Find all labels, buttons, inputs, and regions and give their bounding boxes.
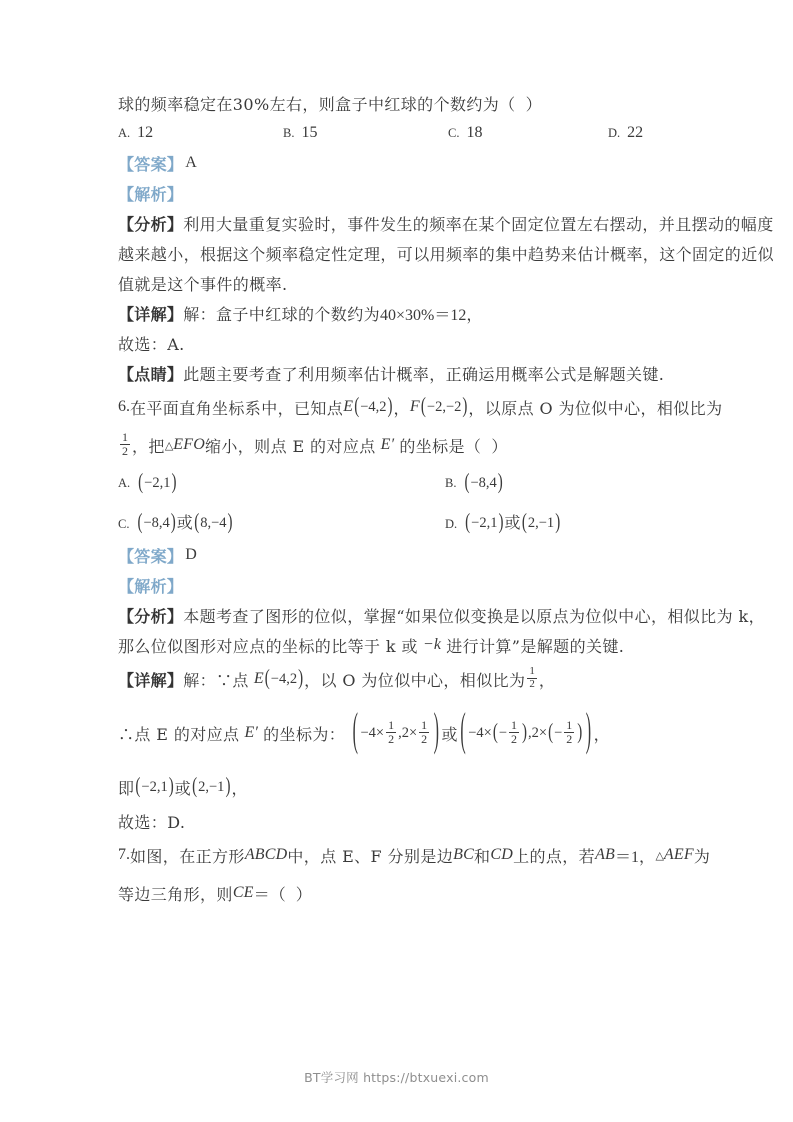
q7-blank-open: （ bbox=[269, 886, 286, 904]
q5-option-c-text: 18 bbox=[466, 124, 483, 141]
q6-option-c-coords-1-value: −8,4 bbox=[143, 515, 170, 532]
q5-answer-value: A bbox=[185, 154, 197, 171]
footer-site-name: BT学习网 bbox=[304, 1070, 359, 1085]
q6-f-coords: ( −2,−2 ) bbox=[420, 394, 468, 418]
q5-stem-close: ） bbox=[525, 94, 542, 114]
q5-insight-text: 此题主要考查了利用频率估计概率，正确运用概率公式是解题关键. bbox=[183, 364, 665, 384]
q5-analysis-line-3 bbox=[118, 268, 678, 298]
q6-result-comma-2: ,2× bbox=[528, 724, 548, 741]
q6-detail-tag: 【详解】 bbox=[118, 670, 184, 690]
q6-result-f1-num: 1 bbox=[388, 718, 395, 733]
q5-option-a[interactable] bbox=[118, 124, 283, 142]
q6-stem-part2: ，以原点 O 为位似中心，相似比为 bbox=[468, 398, 723, 418]
q6-option-c-coords-1: ( −8,4 ) bbox=[137, 511, 176, 535]
q6-stem-part5: 的坐标是（ bbox=[399, 436, 482, 456]
q5-options bbox=[118, 118, 678, 148]
q5-stem-tail bbox=[118, 88, 678, 118]
q6-detail-end: ， bbox=[538, 670, 556, 690]
q6-stem-close: ） bbox=[491, 436, 508, 456]
q5-analysis-text-3: 值就是这个事件的概率. bbox=[118, 274, 288, 294]
q6-options-row-2 bbox=[118, 502, 678, 540]
q6-conclusion: 故选：D. bbox=[118, 812, 186, 832]
q6-explain-row bbox=[118, 570, 678, 600]
q6-result-e-prime: E′ bbox=[244, 724, 259, 741]
q6-option-c-coords-2-value: 8,−4 bbox=[200, 515, 227, 532]
q6-number: 6. bbox=[118, 398, 130, 415]
q5-conclusion: 故选：A. bbox=[118, 334, 185, 354]
q5-detail-prefix: 解：盒子中红球的个数约为 bbox=[183, 304, 381, 324]
q6-point-e-prime: E′ bbox=[380, 436, 395, 453]
q6-option-c[interactable] bbox=[118, 510, 445, 533]
q6-result-f3-sign: − bbox=[498, 724, 508, 741]
q6-result-f2-num: 1 bbox=[421, 718, 428, 733]
q6-result-f4-num: 1 bbox=[566, 718, 573, 733]
q5-option-a-text: 12 bbox=[137, 124, 154, 141]
q5-option-d[interactable] bbox=[608, 124, 678, 142]
q7-stem-line-1 bbox=[118, 836, 711, 874]
q6-option-d-coords-2: ( 2,−1 ) bbox=[521, 511, 561, 535]
q7-line2-a: 等边三角形，则 bbox=[118, 884, 233, 904]
q6-final-c1: −2,1 bbox=[141, 778, 168, 795]
q6-stem-part1: 在平面直角坐标系中，已知点 bbox=[130, 398, 344, 418]
q6-detail-ratio-denominator: 2 bbox=[529, 678, 535, 690]
q6-result-m2: −4× bbox=[468, 724, 492, 741]
q6-stem-line-2 bbox=[118, 426, 678, 464]
q6-analysis-text-1: 本题考查了图形的位似，掌握“如果位似变换是以原点为位似中心，相似比为 k， bbox=[183, 606, 765, 626]
q7-triangle-aef: AEF bbox=[663, 846, 694, 863]
q6-result-f2-den: 2 bbox=[421, 732, 428, 746]
q6-result-row bbox=[118, 706, 678, 757]
q7-line1-e: ， bbox=[639, 846, 656, 866]
q6-analysis-text-2b: 进行计算”是解题的关键. bbox=[446, 636, 625, 656]
q6-result-prefix: ∴点 E 的对应点 bbox=[118, 724, 240, 744]
q5-detail-suffix: ， bbox=[466, 304, 483, 324]
q6-result-fraction-4 bbox=[564, 719, 574, 745]
q6-stem-part3: ，把 bbox=[132, 436, 165, 456]
q6-option-b-label: B. bbox=[445, 476, 457, 490]
q6-stem-line-1 bbox=[118, 388, 723, 426]
q6-answer-row bbox=[118, 540, 678, 570]
q6-detail-ratio-fraction bbox=[527, 666, 537, 690]
q5-insight-row bbox=[118, 358, 678, 388]
q5-option-d-label: D. bbox=[608, 126, 621, 140]
q5-answer-row bbox=[118, 148, 678, 178]
q7-line1-eq: ＝1 bbox=[615, 848, 640, 866]
q6-analysis-neg-k: −k bbox=[422, 636, 442, 653]
q6-option-c-coords-2: ( 8,−4 ) bbox=[194, 511, 233, 535]
q6-option-a[interactable] bbox=[118, 471, 445, 495]
q6-result-f3-den: 2 bbox=[511, 732, 518, 746]
q5-detail-math: 40×30%＝12 bbox=[380, 306, 467, 324]
q5-analysis-text-1: 利用大量重复实验时，事件发生的频率在某个固定位置左右摆动，并且摆动的幅度 bbox=[183, 214, 774, 234]
q6-option-d-coords-1: ( −2,1 ) bbox=[465, 511, 504, 535]
q6-f-coords-value: −2,−2 bbox=[426, 398, 462, 415]
q7-line1-a: 如图，在正方形 bbox=[130, 846, 245, 866]
q6-e-coords-value: −4,2 bbox=[360, 398, 387, 415]
q6-result-f3-num: 1 bbox=[511, 718, 518, 733]
q7-stem-line-2 bbox=[118, 874, 678, 912]
q5-option-b-text: 15 bbox=[301, 124, 318, 141]
q6-stem-comma: ， bbox=[393, 398, 410, 418]
q6-ratio-numerator: 1 bbox=[122, 430, 128, 445]
q6-final-prefix: 即 bbox=[118, 778, 135, 798]
q6-option-c-label: C. bbox=[118, 516, 130, 531]
triangle-icon-2: △ bbox=[655, 848, 664, 862]
q6-final-coords-1: ( −2,1 ) bbox=[135, 774, 174, 798]
q6-option-d[interactable] bbox=[445, 510, 675, 533]
q6-detail-ratio-numerator: 1 bbox=[529, 665, 535, 678]
q6-e-coords: ( −4,2 ) bbox=[354, 394, 393, 418]
q6-final-row bbox=[118, 768, 678, 806]
q6-result-fraction-1 bbox=[386, 719, 396, 745]
footer-watermark bbox=[0, 1068, 793, 1086]
triangle-icon: △ bbox=[164, 438, 174, 452]
q6-option-b-coords: ( −8,4 ) bbox=[464, 471, 503, 495]
q6-result-inner-2: ( − $\frac{1}{2}$ ) bbox=[548, 718, 583, 746]
q5-detail-tag: 【详解】 bbox=[118, 304, 184, 324]
q6-answer-value: D bbox=[185, 546, 197, 563]
q6-option-d-label: D. bbox=[445, 516, 458, 531]
q6-result-tail: ， bbox=[593, 724, 610, 744]
q6-detail-mid: ，以 O 为位似中心，相似比为 bbox=[304, 670, 526, 690]
q6-option-a-coords: ( −2,1 ) bbox=[138, 471, 177, 495]
q7-line2-eq: ＝ bbox=[253, 886, 270, 904]
q6-final-joiner: 或 bbox=[174, 778, 192, 798]
q6-result-f4-sign: − bbox=[554, 724, 563, 741]
q7-line1-d: 上的点，若 bbox=[513, 846, 596, 866]
q6-option-d-coords-2-value: 2,−1 bbox=[527, 515, 555, 532]
q5-option-c-label: C. bbox=[448, 126, 460, 140]
q6-result-group-2: ( −4× ( − $\frac{1}{2}$ ) ,2× ( − $\frac{1}{2}$ ) ) bbox=[460, 706, 592, 757]
q6-point-f: F bbox=[409, 398, 420, 415]
q6-detail-point-e: E bbox=[253, 670, 264, 687]
q5-option-b-label: B. bbox=[283, 126, 295, 140]
q6-option-d-joiner: 或 bbox=[504, 512, 521, 532]
q7-segment-ce: CE bbox=[232, 884, 254, 901]
q6-explain-tag: 【解析】 bbox=[118, 576, 184, 596]
q6-option-c-joiner: 或 bbox=[176, 512, 194, 532]
q6-analysis-tag: 【分析】 bbox=[118, 606, 184, 626]
q6-result-fraction-2 bbox=[419, 719, 429, 745]
q6-result-fraction-3 bbox=[509, 719, 519, 745]
q5-option-a-label: A. bbox=[118, 126, 131, 140]
q7-segment-ab: AB bbox=[595, 846, 616, 863]
q5-insight-tag: 【点睛】 bbox=[118, 364, 184, 384]
q6-result-mid: 的坐标为： bbox=[263, 724, 346, 744]
q5-explain-row bbox=[118, 178, 678, 208]
q6-final-c2: 2,−1 bbox=[198, 778, 225, 795]
q6-option-b-coords-value: −8,4 bbox=[470, 474, 497, 491]
q6-stem-part4: 缩小，则点 E 的对应点 bbox=[204, 436, 376, 456]
footer-url: https://btxuexi.com bbox=[363, 1070, 489, 1085]
q6-final-tail: ， bbox=[231, 778, 248, 798]
q6-option-a-label: A. bbox=[118, 476, 131, 490]
q6-detail-row bbox=[118, 660, 678, 698]
q5-option-d-text: 22 bbox=[627, 124, 644, 141]
q6-triangle-name: EFO bbox=[173, 436, 205, 453]
q6-answer-tag: 【答案】 bbox=[118, 546, 184, 566]
q5-option-c[interactable] bbox=[448, 124, 608, 142]
q6-analysis-line-2 bbox=[118, 630, 678, 660]
q6-point-e: E bbox=[343, 398, 354, 415]
q6-options-row-1 bbox=[118, 464, 678, 502]
q6-result-f1-den: 2 bbox=[388, 732, 395, 746]
q6-analysis-text-2a: 那么位似图形对应点的坐标的比等于 k 或 bbox=[118, 636, 418, 656]
q5-stem-text: 球的频率稳定在30%左右，则盒子中红球的个数约为（ bbox=[118, 94, 516, 114]
q7-segment-bc: BC bbox=[453, 846, 475, 863]
q7-line1-f: 为 bbox=[693, 846, 711, 866]
q7-square-abcd: ABCD bbox=[244, 846, 288, 863]
q7-segment-cd: CD bbox=[490, 846, 514, 863]
q5-conclusion-row bbox=[118, 328, 678, 358]
q6-result-group-1: ( −4× $\frac{1}{2}$ ,2× $\frac{1}{2}$ ) bbox=[352, 706, 439, 757]
q7-line1-c: 和 bbox=[474, 846, 491, 866]
q5-analysis-line-1 bbox=[118, 208, 774, 238]
q6-ratio-fraction bbox=[120, 431, 130, 457]
q5-explain-tag: 【解析】 bbox=[118, 184, 184, 204]
q6-ratio-denominator: 2 bbox=[122, 444, 128, 458]
q6-conclusion-row bbox=[118, 806, 678, 836]
q6-detail-e-coords: ( −4,2 ) bbox=[264, 666, 304, 690]
q5-option-b[interactable] bbox=[283, 124, 448, 142]
q6-result-f4-den: 2 bbox=[566, 732, 573, 746]
q5-analysis-text-2: 越来越小，根据这个频率稳定性定理，可以用频率的集中趋势来估计概率，这个固定的近似 bbox=[118, 244, 775, 264]
q5-analysis-line-2 bbox=[118, 238, 775, 268]
q6-result-joiner: 或 bbox=[441, 724, 458, 744]
q6-option-d-coords-1-value: −2,1 bbox=[471, 515, 498, 532]
q6-final-coords-2: ( 2,−1 ) bbox=[192, 774, 231, 798]
q6-result-comma-1: ,2× bbox=[398, 724, 418, 741]
q5-answer-tag: 【答案】 bbox=[118, 154, 184, 174]
q6-result-inner-1: ( − $\frac{1}{2}$ ) bbox=[492, 718, 528, 746]
q7-blank-close: ） bbox=[295, 886, 312, 904]
q6-analysis-line-1 bbox=[118, 600, 765, 630]
q6-detail-prefix: 解：∵点 bbox=[183, 670, 249, 690]
q5-analysis-tag: 【分析】 bbox=[118, 214, 184, 234]
q6-option-a-coords-value: −2,1 bbox=[144, 474, 171, 491]
q7-line1-b: 中，点 E、F 分别是边 bbox=[287, 846, 454, 866]
q5-detail-row bbox=[118, 298, 678, 328]
q6-detail-e-coords-value: −4,2 bbox=[270, 670, 298, 687]
q7-number: 7. bbox=[118, 846, 130, 863]
q6-result-m1: −4× bbox=[360, 724, 385, 741]
document-body bbox=[118, 88, 775, 912]
q6-option-b[interactable] bbox=[445, 471, 675, 495]
